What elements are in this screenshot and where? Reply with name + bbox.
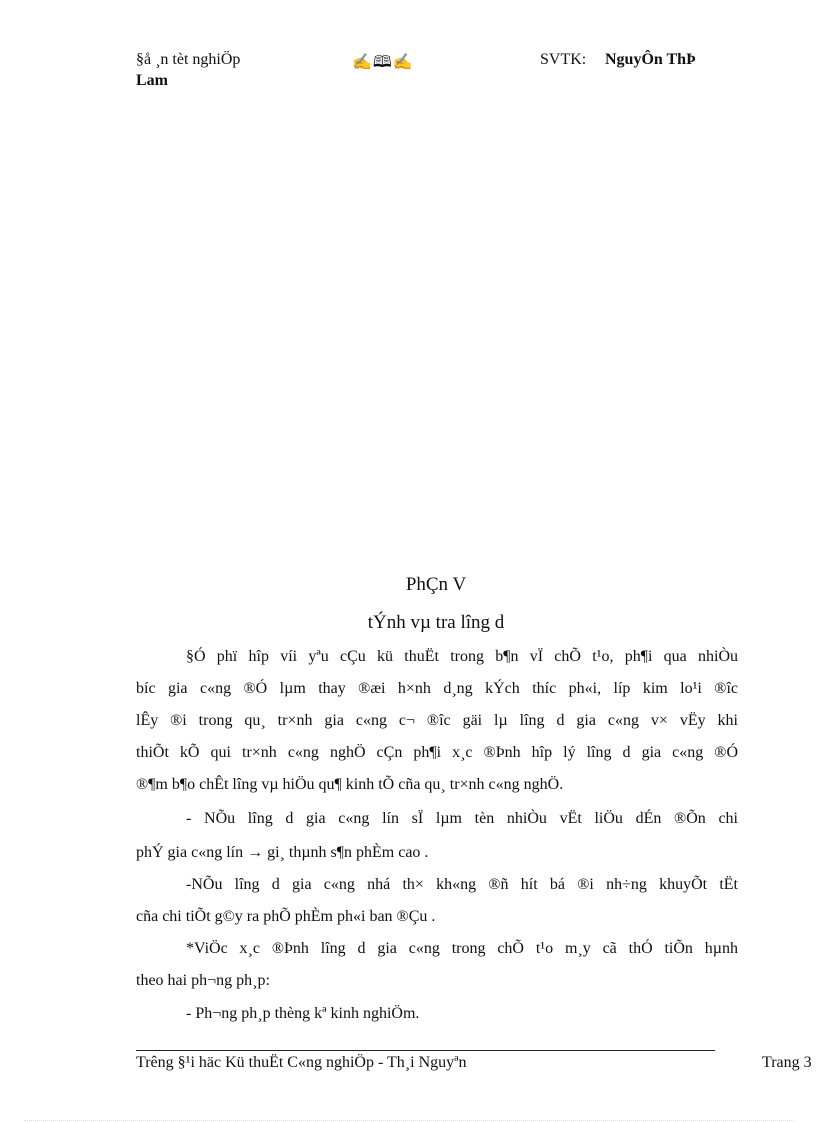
body-line: theo hai ph¬ng ph¸p:	[136, 972, 270, 989]
footer-rule	[136, 1050, 715, 1051]
footer-institution: Trêng §¹i häc Kü thuËt C«ng nghiÖp - Th¸i Nguyªn	[136, 1054, 467, 1071]
body-line: - Ph¬ng ph¸p thèng kª kinh nghiÖm.	[186, 1005, 420, 1022]
header-student-name: NguyÔn ThÞ	[605, 51, 696, 68]
section-title: tÝnh vµ tra lîng d	[367, 612, 505, 633]
body-line: phÝ gia c«ng lín → gi¸ thµnh s¶n phÈm cao .	[136, 844, 429, 861]
body-line: -NÕu lîng d gia c«ng nhá th× kh«ng ®ñ hít bá ®i nh÷ng khuyÕt tËt	[186, 876, 738, 893]
header-student-name-line2: Lam	[136, 72, 168, 89]
body-line: ®¶m b¶o chÊt lîng vµ hiÖu qu¶ kinh tÕ cña qu¸ tr×nh c«ng nghÖ.	[136, 776, 564, 793]
body-line: - NÕu lîng d gia c«ng lín sÏ lµm tèn nhiÒu vËt liÖu dÉn ®Õn chi	[186, 810, 738, 827]
part-title: PhÇn V	[405, 574, 467, 595]
page-bottom-edge	[24, 1120, 794, 1121]
body-line: *ViÖc x¸c ®Þnh lîng d gia c«ng trong chÕ t¹o m¸y cã thÓ tiÕn hµnh	[186, 940, 738, 957]
body-line: bíc gia c«ng ®Ó lµm thay ®æi h×nh d¸ng kÝch thíc ph«i, líp kim lo¹i ®îc	[136, 680, 738, 697]
footer-page-number: Trang 3	[762, 1054, 812, 1071]
body-line: lÊy ®i trong qu¸ tr×nh gia c«ng c¬ ®îc gäi lµ lîng d gia c«ng v× vËy khi	[136, 712, 738, 729]
body-line: cña chi tiÕt g©y ra phÕ phÈm ph«i ban ®Çu .	[136, 908, 436, 925]
body-line: thiÕt kÕ qui tr×nh c«ng nghÖ cÇn ph¶i x¸c ®Þnh hîp lý lîng d gia c«ng ®Ó	[136, 744, 738, 761]
header-document-title: §å ¸n tèt nghiÖp	[136, 51, 241, 68]
header-book-pen-icon: ✍🕮✍	[352, 54, 414, 71]
body-line: §Ó phï hîp víi yªu cÇu kü thuËt trong b¶n vÏ chÕ t¹o, ph¶i qua nhiÒu	[186, 648, 738, 665]
header-svtk-label: SVTK:	[540, 51, 587, 68]
